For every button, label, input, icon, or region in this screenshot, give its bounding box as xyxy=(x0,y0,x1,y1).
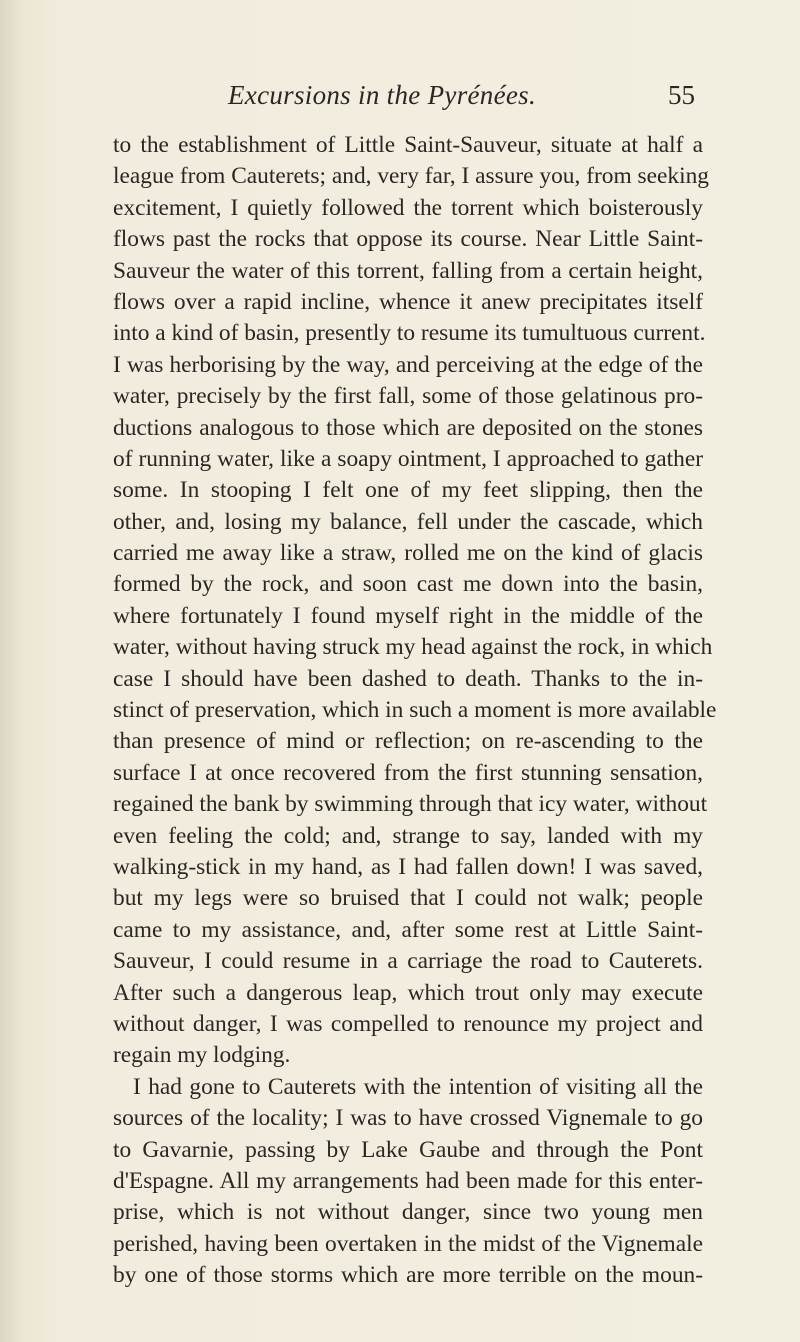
text-line: regained the bank by swimming through that icy water, without xyxy=(113,791,708,818)
text-line: sources of the locality; I was to have crossed Vignemale to go xyxy=(113,1105,703,1132)
text-line: ductions analogous to those which are deposited on the stones xyxy=(113,414,703,441)
body-text xyxy=(113,130,717,1291)
text-line: to Gavarnie, passing by Lake Gaube and through the Pont xyxy=(113,1136,703,1163)
running-title: Excursions in the Pyrénées. xyxy=(228,80,537,110)
text-line: than presence of mind or reflection; on re-ascending to the xyxy=(113,728,703,755)
text-line: to the establishment of Little Saint-Sauveur, situate at half a xyxy=(113,132,703,158)
text-line: After such a dangerous leap, which trout only may execute xyxy=(113,979,703,1006)
text-line: water, without having struck my head against the rock, in which xyxy=(113,634,713,661)
text-line: walking-stick in my hand, as I had fallen down! I was saved, xyxy=(113,853,703,880)
text-line: I was herborising by the way, and perceiving at the edge of the xyxy=(113,351,703,378)
text-line: water, precisely by the first fall, some of those gelatinous pro- xyxy=(113,383,703,410)
paragraph-start-line: I had gone to Cauterets with the intention of visiting all the xyxy=(133,1073,703,1100)
text-line: other, and, losing my balance, fell under the cascade, which xyxy=(113,508,703,535)
text-line: formed by the rock, and soon cast me down into the basin, xyxy=(113,571,703,598)
text-line: perished, having been overtaken in the midst of the Vignemale xyxy=(113,1230,703,1257)
text-line: carried me away like a straw, rolled me on the kind of glacis xyxy=(113,540,703,567)
text-line: of running water, like a soapy ointment, I approached to gather xyxy=(113,445,703,472)
text-line: flows past the rocks that oppose its course. Near Little Saint- xyxy=(113,226,703,253)
page-number: 55 xyxy=(668,80,695,110)
text-line: into a kind of basin, presently to resume its tumultuous current. xyxy=(113,320,706,347)
text-line: without danger, I was compelled to renounce my project and xyxy=(113,1010,703,1037)
text-line: surface I at once recovered from the first stunning sensation, xyxy=(113,759,703,786)
text-line: Sauveur the water of this torrent, falling from a certain height, xyxy=(113,257,703,284)
running-head xyxy=(0,80,800,120)
text-line: stinct of preservation, which in such a moment is more available xyxy=(113,697,717,724)
text-line: flows over a rapid incline, whence it anew precipitates itself xyxy=(113,288,703,315)
text-line: d'Espagne. All my arrangements had been made for this enter- xyxy=(113,1167,703,1194)
text-line: excitement, I quietly followed the torrent which boisterously xyxy=(113,194,703,221)
text-line: where fortunately I found myself right in the middle of the xyxy=(113,602,703,629)
text-line: by one of those storms which are more terrible on the moun- xyxy=(113,1262,703,1289)
text-line: but my legs were so bruised that I could not walk; people xyxy=(113,885,703,912)
text-line: some. In stooping I felt one of my feet slipping, then the xyxy=(113,477,703,504)
text-line: case I should have been dashed to death. Thanks to the in- xyxy=(113,665,703,692)
text-line: Sauveur, I could resume in a carriage the road to Cauterets. xyxy=(113,948,703,975)
text-line: league from Cauterets; and, very far, I assure you, from seeking xyxy=(113,163,709,190)
text-line: prise, which is not without danger, since two young men xyxy=(113,1199,703,1226)
paragraph-end-line: regain my lodging. xyxy=(113,1042,291,1069)
text-line: even feeling the cold; and, strange to say, landed with my xyxy=(113,822,703,849)
text-line: came to my assistance, and, after some rest at Little Saint- xyxy=(113,916,703,943)
